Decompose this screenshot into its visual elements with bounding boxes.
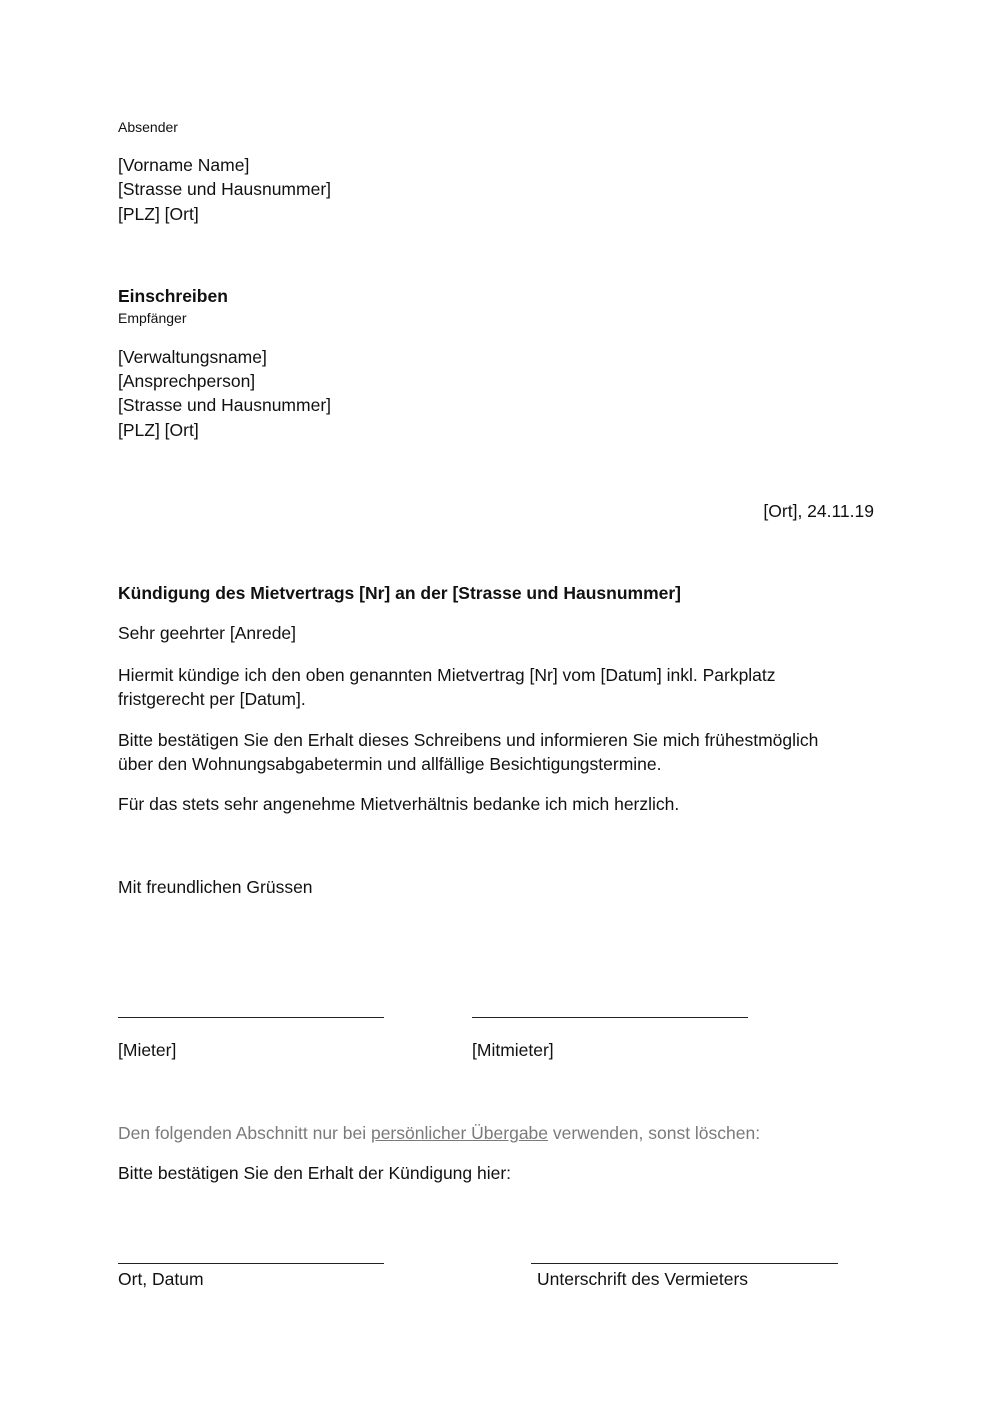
recipient-street: [Strasse und Hausnummer] <box>118 395 332 415</box>
place-date-line <box>118 1263 384 1264</box>
delivery-type: Einschreiben <box>118 286 228 306</box>
landlord-signature-line <box>531 1263 838 1264</box>
confirm-text: Bitte bestätigen Sie den Erhalt der Kündigung hier: <box>118 1163 512 1183</box>
paragraph-2-line-1: Bitte bestätigen Sie den Erhalt dieses Schreibens und informieren Sie mich frühestmöglich <box>118 730 819 750</box>
instruction-note <box>118 1121 760 1146</box>
recipient-city: [PLZ] [Ort] <box>118 420 199 440</box>
note-before: Den folgenden Abschnitt nur bei <box>118 1123 371 1143</box>
salutation: Sehr geehrter [Anrede] <box>118 623 297 643</box>
subject-line: Kündigung des Mietvertrags [Nr] an der [Strasse und Hausnummer] <box>118 583 682 603</box>
sender-city: [PLZ] [Ort] <box>118 204 199 224</box>
closing: Mit freundlichen Grüssen <box>118 877 313 897</box>
note-link[interactable]: persönlicher Übergabe <box>370 1123 549 1143</box>
tenant-signature-line <box>118 1017 384 1018</box>
recipient-contact: [Ansprechperson] <box>118 371 256 391</box>
letter-date: [Ort], 24.11.19 <box>763 501 874 521</box>
paragraph-1-line-2: fristgerecht per [Datum]. <box>118 689 306 709</box>
recipient-label: Empfänger <box>118 310 187 326</box>
sender-street: [Strasse und Hausnummer] <box>118 179 332 199</box>
cotenant-label: [Mitmieter] <box>472 1040 554 1060</box>
recipient-company: [Verwaltungsname] <box>118 347 267 367</box>
paragraph-2-line-2: über den Wohnungsabgabetermin und allfällige Besichtigungstermine. <box>118 754 662 774</box>
tenant-label: [Mieter] <box>118 1040 177 1060</box>
note-after: verwenden, sonst löschen: <box>548 1123 761 1143</box>
paragraph-1-line-1: Hiermit kündige ich den oben genannten Mietvertrag [Nr] vom [Datum] inkl. Parkplatz <box>118 665 776 685</box>
place-date-label: Ort, Datum <box>118 1269 204 1289</box>
paragraph-3: Für das stets sehr angenehme Mietverhältnis bedanke ich mich herzlich. <box>118 794 680 814</box>
sender-label: Absender <box>118 119 178 135</box>
cotenant-signature-line <box>472 1017 748 1018</box>
landlord-signature-label: Unterschrift des Vermieters <box>537 1269 749 1289</box>
sender-name: [Vorname Name] <box>118 155 250 175</box>
